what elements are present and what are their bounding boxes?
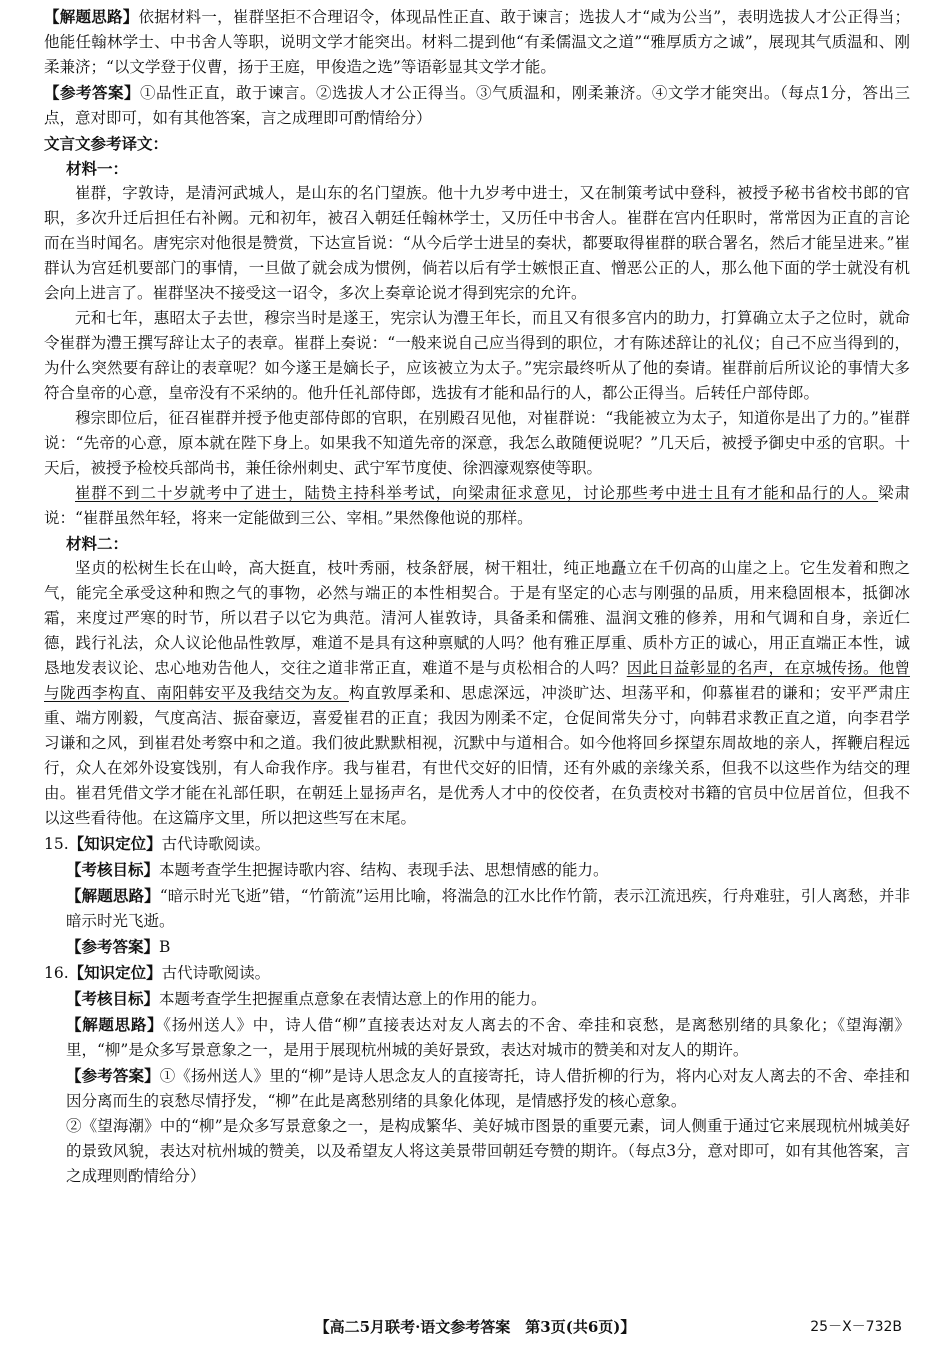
material2-heading: 材料二： bbox=[66, 534, 129, 553]
q16-knowledge-label: 【知识定位】 bbox=[68, 963, 162, 982]
q15-number: 15. bbox=[44, 835, 69, 853]
q15-answer bbox=[66, 934, 910, 960]
q15-answer-text: B bbox=[159, 938, 171, 956]
q14-answer bbox=[44, 80, 910, 131]
q16-objective-text: 本题考查学生把握重点意象在表情达意上的作用的能力。 bbox=[159, 990, 547, 1008]
q16-number: 16. bbox=[44, 964, 69, 982]
q16-answer-text-1: ①《扬州送人》里的“柳”是诗人思念友人的直接寄托，诗人借折柳的行为，将内心对友人离去的不舍、牵挂和因分离而生的哀愁尽情抒发，“柳”在此是离愁别绪的具象化体现，是情感抒发的核心意象。 bbox=[66, 1067, 910, 1110]
material1-paragraph-4-rest: 梁肃说：“崔群虽然年轻，将来一定能做到三公、宰相。”果然像他说的那样。 bbox=[44, 484, 910, 527]
translation-heading: 文言文参考译文： bbox=[44, 134, 169, 153]
q15-analysis-label: 【解题思路】 bbox=[66, 886, 160, 905]
q14-answer-text: ①品性正直，敢于谏言。②选拔人才公正得当。③气质温和，刚柔兼济。④文学才能突出。（每点1分，答出三点，意对即可，如有其他答案，言之成理即可酌情给分） bbox=[44, 84, 910, 127]
q16-analysis bbox=[66, 1012, 910, 1063]
q14-analysis-label: 【解题思路】 bbox=[44, 7, 139, 26]
q16-answer-label: 【参考答案】 bbox=[66, 1066, 160, 1085]
footer-title: 【高二5月联考·语文参考答案 第3页(共6页)】 bbox=[314, 1318, 636, 1336]
footer-code: 25－X－732B bbox=[810, 1319, 902, 1335]
material1-paragraph-4 bbox=[44, 481, 910, 531]
q16-objective-label: 【考核目标】 bbox=[66, 989, 160, 1008]
q15-knowledge-label: 【知识定位】 bbox=[68, 834, 162, 853]
material1-paragraph-2: 元和七年，惠昭太子去世，穆宗当时是遂王，宪宗认为澧王年长，而且又有很多宫内的助力，打算确立太子之位时，就命令崔群为澧王撰写辞让太子的表章。崔群上奏说：“一般来说自己应当得到的职位，才有陈述辞让的礼仪；自己不应当得到的，为什么突然要有辞让的表章呢？如今遂王是嫡长子，应该被立为太子。”宪宗最终听从了他的奏请。崔群前后所议论的事情大多符合皇帝的心意，皇帝没有不采纳的。他升任礼部侍郎，选拔有才能和品行的人，都公正得当。后转任户部侍郎。 bbox=[44, 309, 910, 402]
q15-analysis-text: “暗示时光飞逝”错，“竹箭流”运用比喻，将湍急的江水比作竹箭，表示江流迅疾，行舟难驻，引人离愁，并非暗示时光飞逝。 bbox=[66, 887, 910, 930]
q16-answer-2: ②《望海潮》中的“柳”是众多写景意象之一，是构成繁华、美好城市图景的重要元素，词人侧重于通过它来展现杭州城美好的景致风貌，表达对杭州城的赞美，以及希望友人将这美景带回朝廷夸赞的期许。（每点3分，意对即可，如有其他答案，言之成理则酌情给分） bbox=[66, 1117, 910, 1185]
material1-heading: 材料一： bbox=[66, 159, 129, 178]
material1-paragraph-1: 崔群，字敦诗，是清河武城人，是山东的名门望族。他十九岁考中进士，又在制策考试中登科，被授予秘书省校书郎的官职，多次升迁后担任右补阙。元和初年，被召入朝廷任翰林学士，又历任中书舍人。崔群在宫内任职时，常常因为正直的言论而在当时闻名。唐宪宗对他很是赞赏，下达宣旨说：“从今后学士进呈的奏状，都要取得崔群的联合署名，然后才能呈进来。”崔群认为宫廷机要部门的事情，一旦做了就会成为惯例，倘若以后有学士嫉恨正直、憎恶公正的人，那么他下面的学士就没有机会向上进言了。崔群坚决不接受这一诏令，多次上奏章论说才得到宪宗的允许。 bbox=[44, 184, 910, 302]
q15-objective-text: 本题考查学生把握诗歌内容、结构、表现手法、思想情感的能力。 bbox=[159, 861, 609, 879]
q16-knowledge bbox=[44, 960, 910, 986]
q16-analysis-text: 《扬州送人》中，诗人借“柳”直接表达对友人离去的不舍、牵挂和哀愁，是离愁别绪的具象化；《望海潮》里，“柳”是众多写景意象之一，是用于展现杭州城的美好景致，表达对城市的赞美和对友人的期许。 bbox=[66, 1016, 910, 1059]
q15-knowledge-text: 古代诗歌阅读。 bbox=[161, 835, 271, 853]
q15-objective-label: 【考核目标】 bbox=[66, 860, 160, 879]
q16-objective bbox=[66, 986, 910, 1012]
q15-knowledge bbox=[44, 831, 910, 857]
material1-paragraph-3: 穆宗即位后，征召崔群并授予他吏部侍郎的官职，在别殿召见他，对崔群说：“我能被立为太子，知道你是出了力的。”崔群说：“先帝的心意，原本就在陛下身上。如果我不知道先帝的深意，我怎么敢随便说呢？”几天后，被授予御史中丞的官职。十天后，被授予检校兵部尚书，兼任徐州刺史、武宁军节度使、徐泗濠观察使等职。 bbox=[44, 409, 910, 477]
q16-analysis-label: 【解题思路】 bbox=[66, 1015, 164, 1034]
underlined-sentence: 因此日益彰显的名声，在京城传扬。他曾与陇西李构直、南阳韩安平及我结交为友。 bbox=[44, 659, 910, 702]
q14-analysis-text: 依据材料一，崔群坚拒不合理诏令，体现品性正直、敢于谏言；选拔人才“咸为公当”，表明选拔人才公正得当；他能任翰林学士、中书舍人等职，说明文学才能突出。材料二提到他“有柔儒温文之道”“雅厚质方之诚”，展现其气质温和、刚柔兼济；“以文学登于仪曹，扬于王庭，甲俊造之选”等语彰显其文学才能。 bbox=[44, 8, 910, 76]
q14-analysis bbox=[44, 4, 910, 80]
material2-part-1: 坚贞的松树生长在山岭，高大挺直，枝叶秀丽，枝条舒展，树干粗壮，纯正地矗立在千仞高的山崖之上。它生发着和煦之气，能完全承受这种和煦之气的事物，必然与端正的本性相契合。于是有坚定的心志与刚强的品质，用来稳固根本，抵御冰霜，来度过严寒的时节，所以君子以它为典范。清河人崔敦诗，具备柔和儒雅、温润文雅的修养，用和气调和自身，亲近仁德，践行礼法，众人议论他品性敦厚，难道不是具有这种禀赋的人吗？他有雅正厚重、质朴方正的诚心，用正直端正本性，诚恳地发表议论、忠心地劝告他人，交往之道非常正直，难道不是与贞松相合的人吗？ bbox=[44, 559, 910, 677]
q16-knowledge-text: 古代诗歌阅读。 bbox=[161, 964, 271, 982]
q15-objective bbox=[66, 857, 910, 883]
q16-answer bbox=[66, 1063, 910, 1114]
q15-answer-label: 【参考答案】 bbox=[66, 937, 160, 956]
material2-paragraph bbox=[44, 556, 910, 831]
page-footer bbox=[0, 1316, 950, 1340]
q14-answer-label: 【参考答案】 bbox=[44, 83, 140, 102]
q15-analysis bbox=[66, 883, 910, 934]
underlined-sentence: 崔群不到二十岁就考中了进士，陆贽主持科举考试，向梁肃征求意见，讨论那些考中进士且有才能和品行的人。 bbox=[75, 484, 879, 502]
material2-part-2: 构直敦厚柔和、思虑深远，冲淡旷达、坦荡平和，仰慕崔君的谦和；安平严肃庄重、端方刚毅，气度高洁、振奋豪迈，喜爱崔君的正直；我因为刚柔不定，仓促间常失分寸，向韩君求教正直之道，向李君学习谦和之风，到崔君处考察中和之道。我们彼此默默相视，沉默中与道相合。如今他将回乡探望东周故地的亲人，挥鞭启程远行，众人在郊外设宴饯别，有人命我作序。我与崔君，有世代交好的旧情，还有外戚的亲缘关系，但我不以这些作为结交的理由。崔君凭借文学才能在礼部任职，在朝廷上显扬声名，是优秀人才中的佼佼者，在负责校对书籍的官员中位居首位，但我不以这些看待他。在这篇序文里，所以把这些写在末尾。 bbox=[44, 684, 910, 827]
